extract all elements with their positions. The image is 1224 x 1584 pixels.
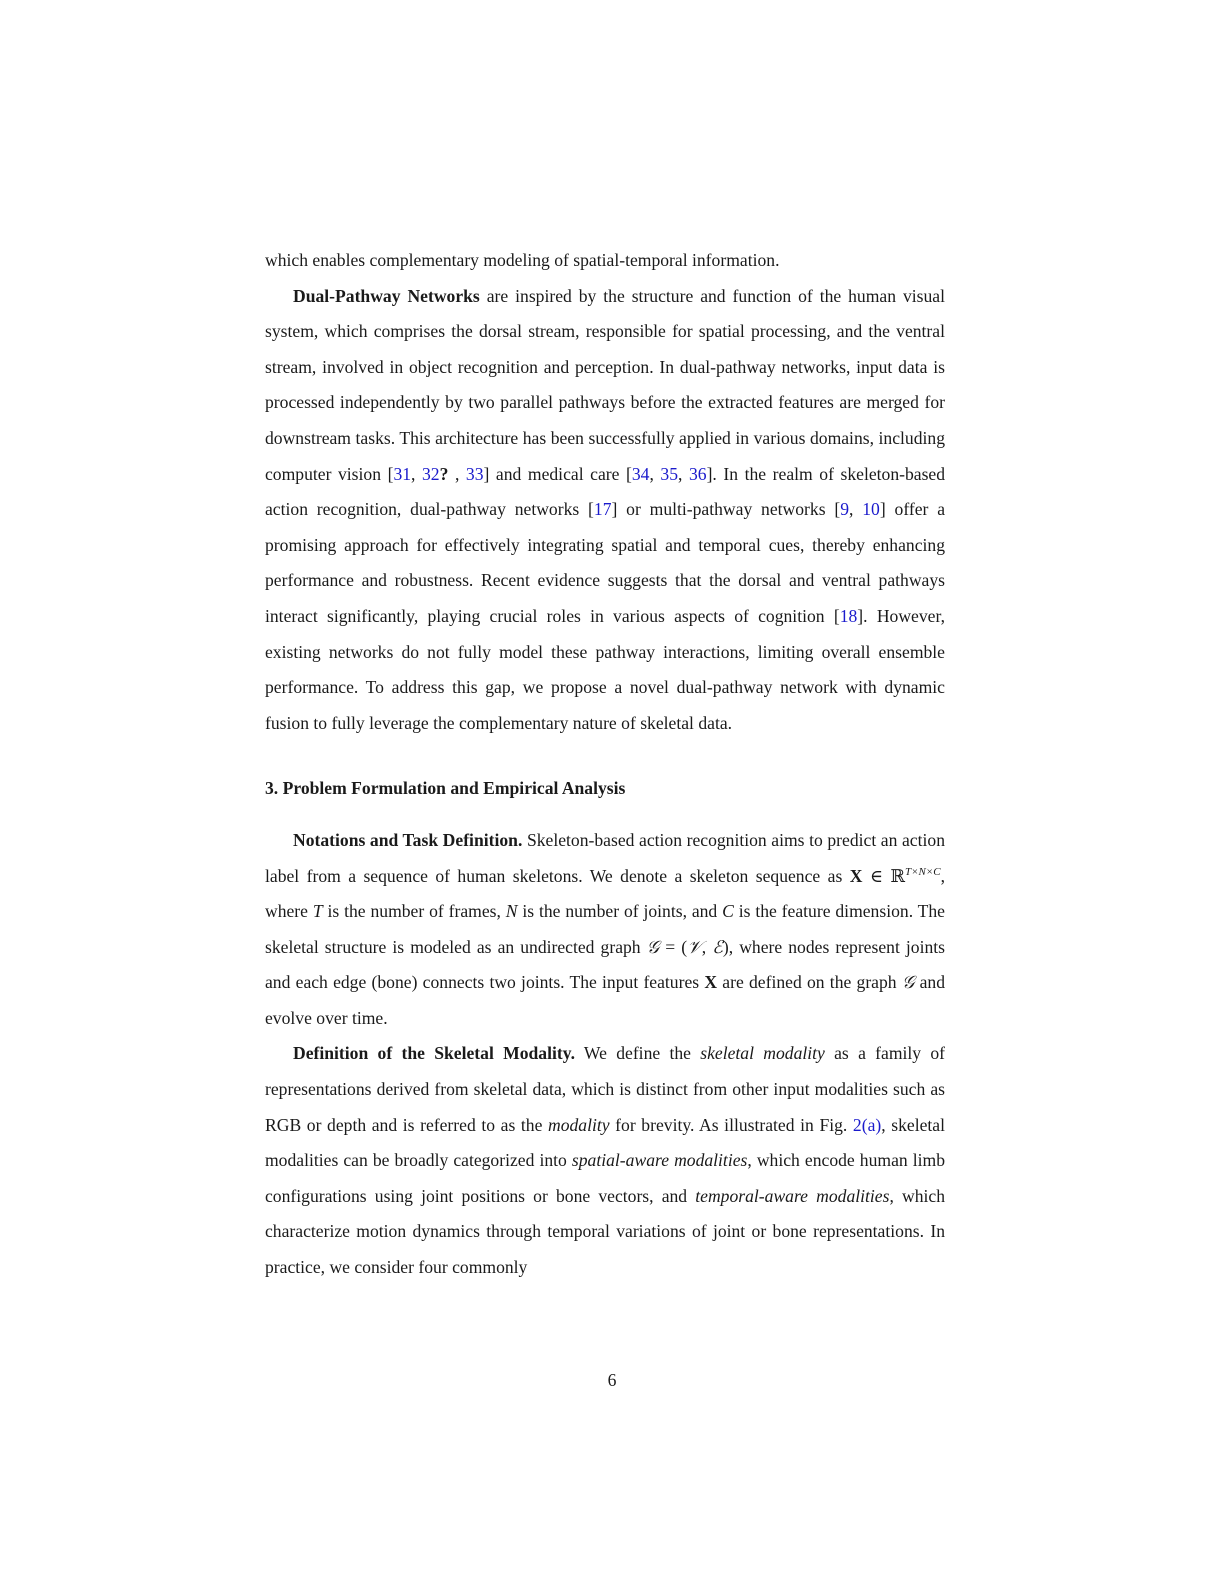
citation-link[interactable]: 35 — [660, 463, 679, 484]
text-run: , which characterize motion dynamics through temporal variations of joint or bone representations. In practice, we consider four commonly — [265, 1185, 946, 1278]
citation-link[interactable]: 36 — [688, 463, 707, 484]
page-number: 6 — [607, 1370, 617, 1390]
citation-link[interactable]: 31 — [393, 463, 412, 484]
missing-citation-mark: ? — [439, 463, 449, 484]
paragraph-notations — [265, 823, 945, 1037]
run-in-heading: Definition of the Skeletal Modality. — [293, 1043, 575, 1064]
text-run: are inspired by the structure and function of the human visual system, which comprises the dorsal stream, responsible for spatial processing, and the ventral stream, involved in object recognition and perception. In dual-pathway networks, input data is processed independently by two parallel pathways before the extracted features are merged for downstream tasks. This architecture has been successfully applied in various domains, including computer vision [ — [265, 285, 945, 484]
math-symbol: X — [704, 972, 718, 993]
text-run: is the number of frames, — [322, 901, 506, 922]
emphasis: modality — [548, 1114, 610, 1135]
section-heading: 3. Problem Formulation and Empirical Analysis — [265, 778, 626, 799]
citation-link[interactable]: 32 — [422, 463, 440, 484]
page-body — [265, 243, 945, 1286]
citation-link[interactable]: 33 — [465, 463, 484, 484]
citation-link[interactable]: 18 — [839, 605, 858, 626]
paragraph-dual-pathway — [265, 279, 945, 742]
paragraph-continued — [265, 243, 945, 279]
math-symbol: = ( — [659, 936, 688, 957]
run-in-heading: Dual-Pathway Networks — [293, 285, 480, 306]
math-symbol: 𝒢 — [901, 972, 915, 993]
math-symbol: N — [505, 901, 518, 922]
paragraph-text: which enables complementary modeling of spatial-temporal information. — [265, 250, 780, 270]
text-run: , skeletal modalities can be broadly categorized into — [265, 1114, 945, 1171]
math-symbol: C — [722, 901, 734, 922]
text-run: ), where nodes represent joints and each edge (bone) connects two joints. The input features — [265, 936, 945, 993]
math-superscript: T×N×C — [904, 865, 941, 878]
math-symbol: 𝒢 — [646, 936, 660, 957]
text-run: are defined on the graph — [717, 972, 902, 993]
emphasis: skeletal modality — [700, 1043, 825, 1064]
math-symbol: 𝒱 — [687, 936, 702, 957]
text-run: ] and medical care [ — [483, 463, 632, 484]
emphasis: temporal-aware modalities — [695, 1185, 890, 1206]
figure-link[interactable]: 2(a) — [852, 1114, 882, 1135]
text-run: , — [649, 463, 661, 484]
math-symbol: , — [701, 936, 713, 957]
text-run: We define the — [574, 1043, 701, 1064]
text-run: as a family of representations derived from skeletal data, which is distinct from other input modalities such as RGB or depth and is referred to as the — [265, 1043, 946, 1135]
text-run: , where — [265, 865, 945, 922]
text-run: is the number of joints, and — [517, 901, 723, 922]
text-run: ] offer a promising approach for effectively integrating spatial and temporal cues, thereby enhancing performance and robustness. Recent evidence suggests that the dorsal and ventral pathways interact significantly, playing crucial roles in various aspects of cognition [ — [265, 499, 946, 626]
text-run: for brevity. As illustrated in Fig. — [609, 1114, 853, 1135]
text-run: ]. However, existing networks do not fully model these pathway interactions, limiting overall ensemble performance. To address this gap, we propose a novel dual-pathway network with dynamic fusion to fully leverage the complementary nature of skeletal data. — [265, 605, 945, 733]
citation-link[interactable]: 9 — [840, 499, 850, 520]
text-run: , — [448, 463, 466, 484]
text-run: , — [411, 463, 422, 484]
math-symbol: ℰ — [712, 936, 723, 957]
text-run: ] or multi-pathway networks [ — [611, 499, 841, 520]
paragraph-skeletal-modality — [265, 1036, 945, 1285]
citation-link[interactable]: 34 — [631, 463, 650, 484]
math-symbol: ∈ ℝ — [862, 865, 905, 886]
text-run: , — [849, 499, 863, 520]
math-symbol: T — [312, 901, 323, 922]
text-run: ]. In the realm of skeleton-based action recognition, dual-pathway networks [ — [265, 463, 946, 520]
run-in-heading: Notations and Task Definition. — [293, 829, 523, 850]
text-run: , which encode human limb configurations using joint positions or bone vectors, and — [265, 1150, 945, 1206]
text-run: is the feature dimension. The skeletal structure is modeled as an undirected graph — [265, 901, 945, 957]
citation-link[interactable]: 17 — [593, 499, 612, 520]
math-symbol: X — [849, 865, 863, 886]
text-run: and evolve over time. — [265, 972, 945, 1028]
citation-link[interactable]: 10 — [862, 499, 880, 520]
text-run: , — [678, 463, 689, 484]
emphasis: spatial-aware modalities — [571, 1150, 748, 1171]
text-run: Skeleton-based action recognition aims to predict an action label from a sequence of human skeletons. We denote a skeleton sequence as — [265, 829, 945, 886]
